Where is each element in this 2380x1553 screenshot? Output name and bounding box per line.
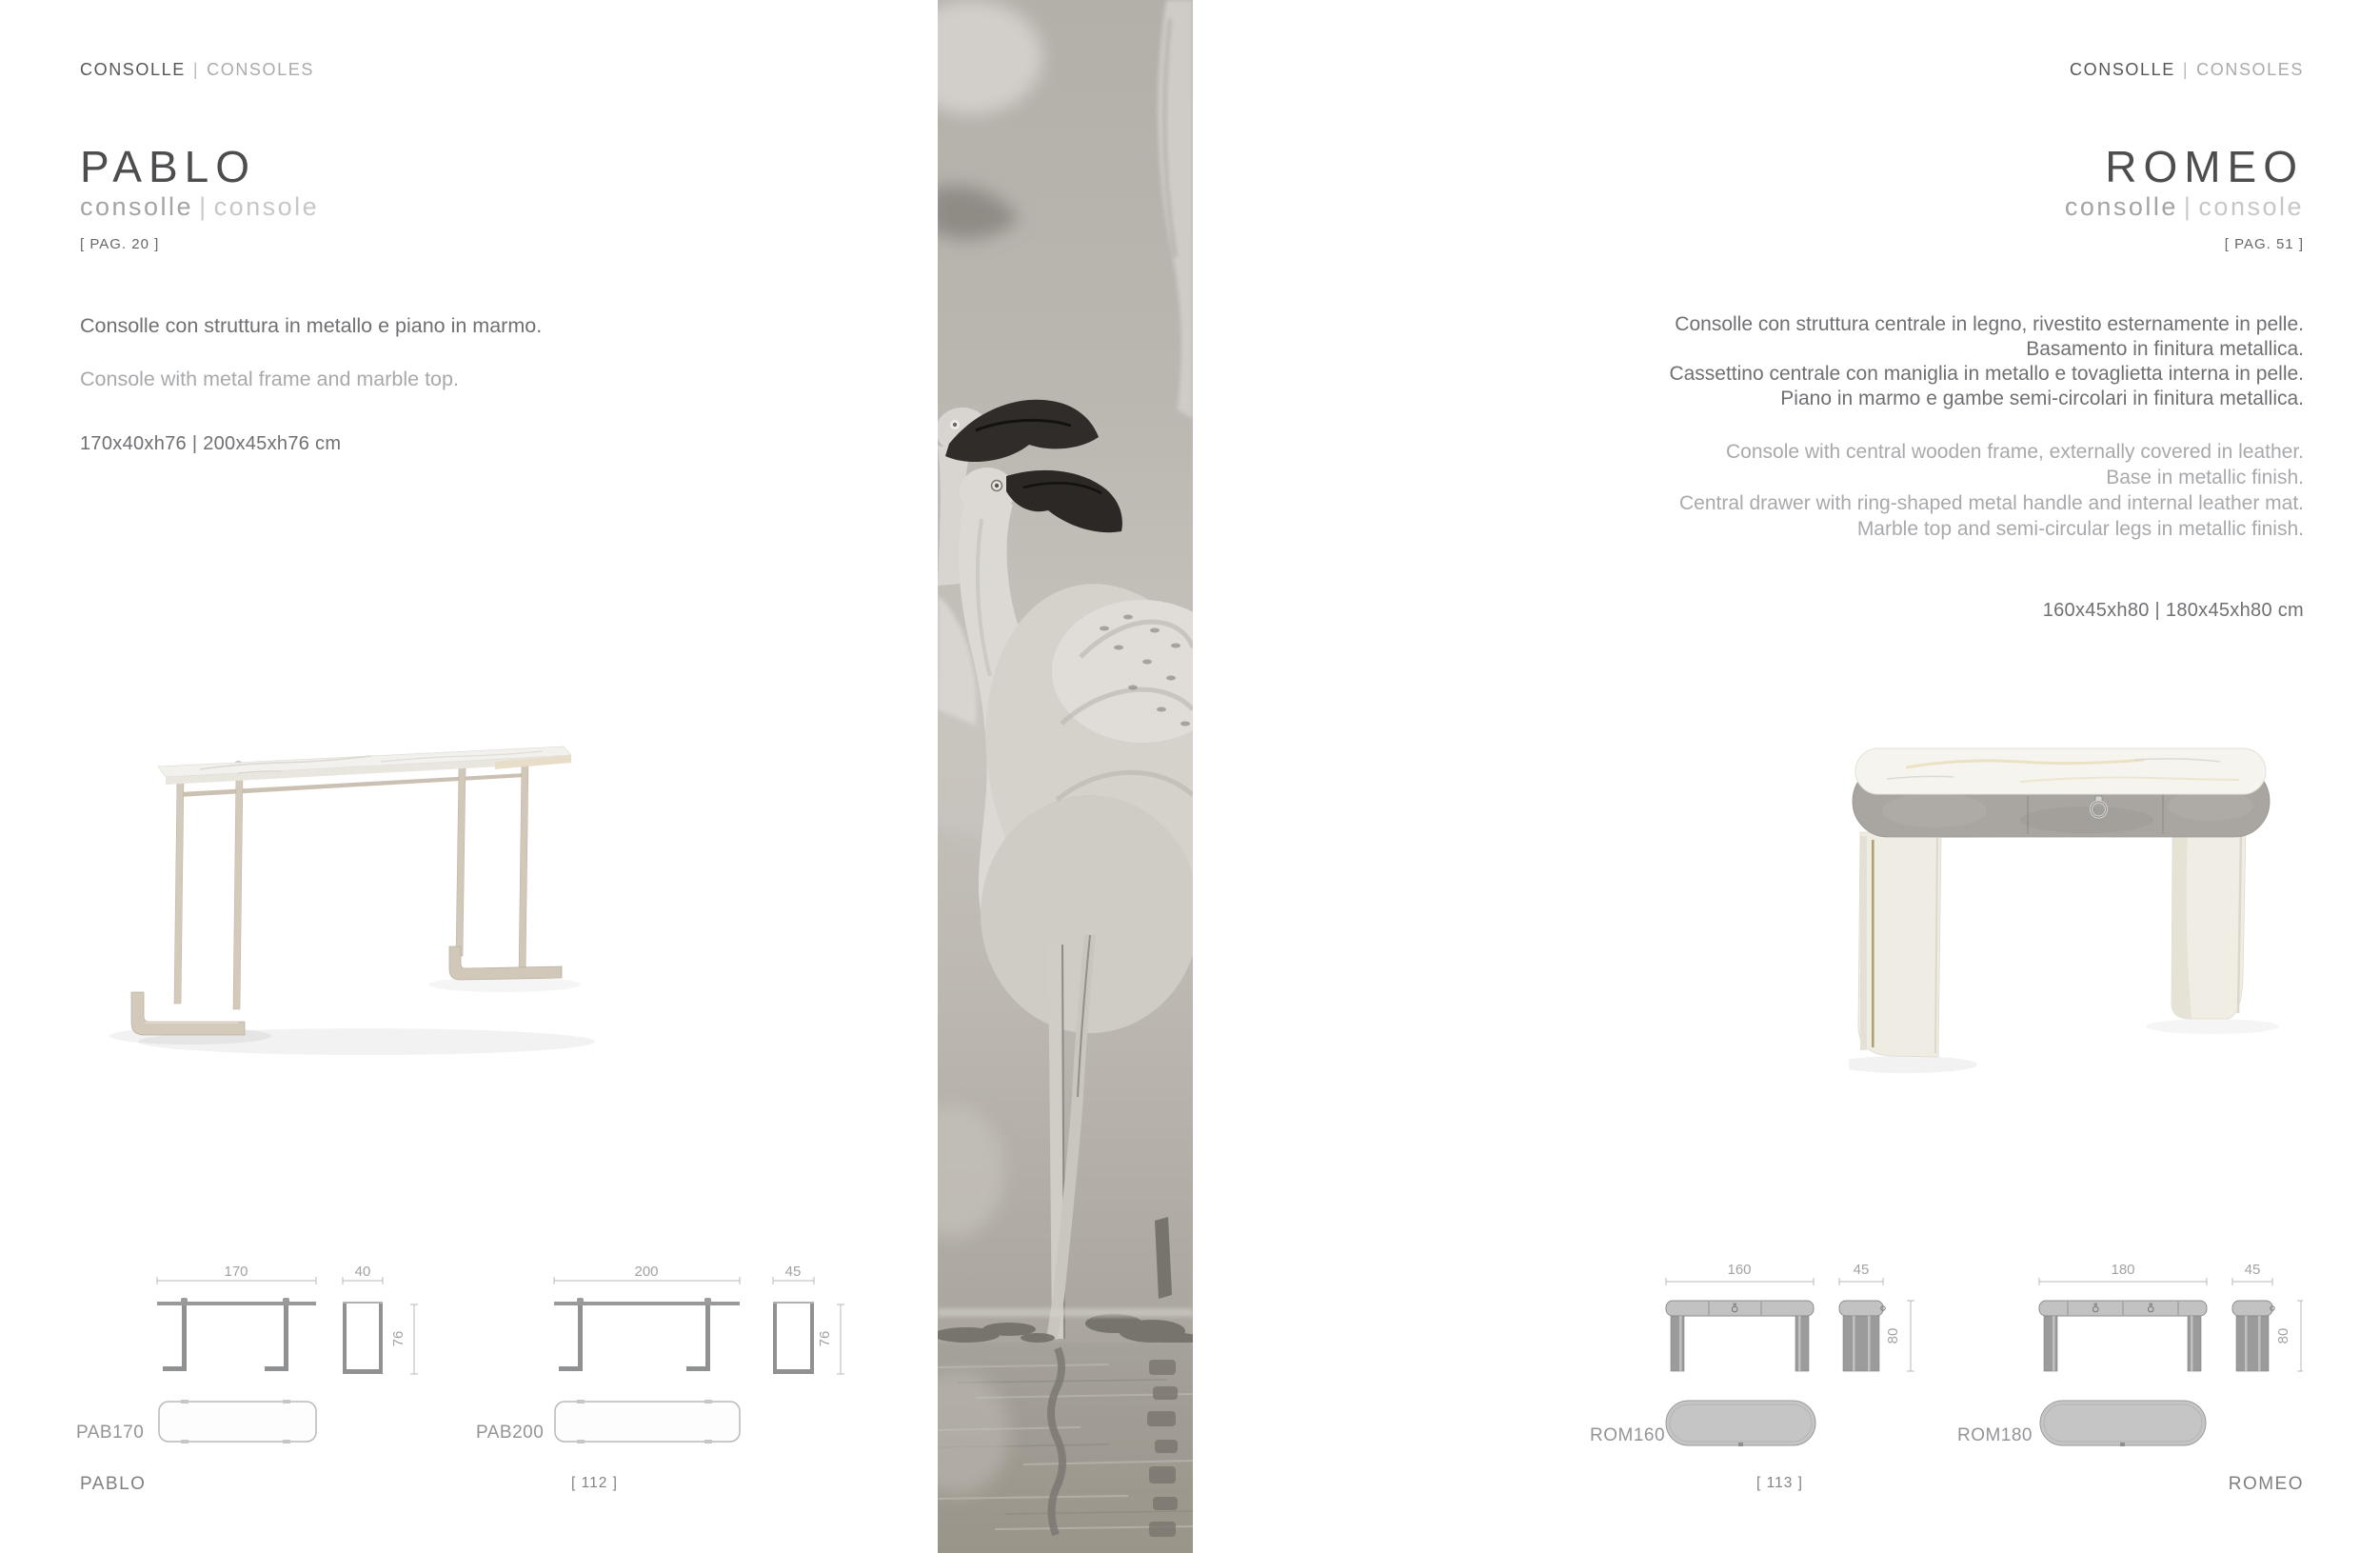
right-category-header xyxy=(2070,60,2304,80)
diagram-rom160 xyxy=(1590,1262,1914,1446)
category-label-it: CONSOLLE xyxy=(2070,60,2175,79)
pab170-depth-label: 40 xyxy=(354,1264,371,1280)
subtitle-en: console xyxy=(213,192,320,221)
rom160-width-label: 160 xyxy=(1727,1262,1752,1278)
description-line: Consolle con struttura centrale in legno, rivestito esternamente in pelle. xyxy=(1675,313,2304,335)
diagram-rom180 xyxy=(1957,1262,2303,1446)
category-label-en: CONSOLES xyxy=(207,60,314,79)
pab170-height-label: 76 xyxy=(390,1330,407,1347)
rom160-code: ROM160 xyxy=(1590,1425,1666,1445)
header-divider: | xyxy=(192,60,200,79)
pab200-width-label: 200 xyxy=(634,1264,659,1280)
right-footer-product: ROMEO xyxy=(2228,1474,2304,1494)
left-page-ref: [ PAG. 20 ] xyxy=(80,236,160,252)
pab200-height-label: 76 xyxy=(817,1330,833,1347)
rom160-depth-label: 45 xyxy=(1853,1262,1870,1278)
left-footer-product: PABLO xyxy=(80,1474,147,1494)
right-dimensions: 160x45xh80 | 180x45xh80 cm xyxy=(2042,600,2304,621)
pablo-console-render xyxy=(95,720,628,1070)
diagram-pab170 xyxy=(76,1264,418,1443)
right-description-it xyxy=(1580,312,2304,411)
rom180-depth-label: 45 xyxy=(2244,1262,2261,1278)
left-product-title: PABLO xyxy=(80,142,256,191)
left-footer-page-number: [ 112 ] xyxy=(571,1475,618,1491)
diagram-pab200 xyxy=(476,1264,844,1443)
subtitle-divider: | xyxy=(199,192,208,221)
category-label-it: CONSOLLE xyxy=(80,60,186,79)
right-footer-page-number: [ 113 ] xyxy=(1756,1475,1803,1491)
pablo-right-legs xyxy=(449,750,562,980)
pablo-marble-top xyxy=(158,747,571,785)
subtitle-it: consolle xyxy=(80,192,194,221)
left-description-en: Console with metal frame and marble top. xyxy=(80,368,459,390)
right-description-en xyxy=(1580,439,2304,542)
right-page-ref: [ PAG. 51 ] xyxy=(2224,236,2304,252)
pablo-diagrams xyxy=(74,1259,850,1454)
rom180-width-label: 180 xyxy=(2111,1262,2135,1278)
description-line: Cassettino centrale con maniglia in metallo e tovaglietta interna in pelle. xyxy=(1669,363,2304,385)
romeo-diagrams xyxy=(1580,1253,2304,1453)
flamingo-photo-strip xyxy=(938,0,1193,1553)
rom180-code: ROM180 xyxy=(1956,1425,2033,1445)
description-line: Central drawer with ring-shaped metal handle and internal leather mat. xyxy=(1678,492,2304,514)
subtitle-en: console xyxy=(2198,192,2304,221)
pab170-width-label: 170 xyxy=(224,1264,248,1280)
romeo-console-render xyxy=(1849,739,2349,1177)
description-line: Basamento in finitura metallica. xyxy=(2026,338,2304,360)
rom160-height-label: 80 xyxy=(1885,1327,1901,1344)
description-line: Console with central wooden frame, externally covered in leather. xyxy=(1726,441,2304,463)
rom180-height-label: 80 xyxy=(2275,1327,2291,1344)
pab200-depth-label: 45 xyxy=(784,1264,802,1280)
description-line: Base in metallic finish. xyxy=(2106,467,2304,488)
pablo-left-legs xyxy=(131,761,245,1035)
left-dimensions: 170x40xh76 | 200x45xh76 cm xyxy=(80,433,342,454)
right-product-title: ROMEO xyxy=(2105,142,2304,191)
header-divider: | xyxy=(2182,60,2190,79)
left-category-header xyxy=(80,60,314,80)
romeo-marble-top xyxy=(1855,748,2266,794)
romeo-right-leg xyxy=(2172,830,2246,1019)
left-product-subtitle xyxy=(80,192,319,222)
description-line: Marble top and semi-circular legs in metallic finish. xyxy=(1856,518,2304,540)
subtitle-it: consolle xyxy=(2064,192,2178,221)
pab200-code: PAB200 xyxy=(476,1423,545,1443)
romeo-left-leg xyxy=(1858,832,1941,1057)
left-description-it: Consolle con struttura in metallo e piano in marmo. xyxy=(80,314,543,337)
right-product-subtitle xyxy=(2065,192,2304,222)
description-line: Piano in marmo e gambe semi-circolari in finitura metallica. xyxy=(1780,388,2304,409)
category-label-en: CONSOLES xyxy=(2196,60,2304,79)
subtitle-divider: | xyxy=(2183,192,2193,221)
pab170-code: PAB170 xyxy=(76,1423,145,1443)
